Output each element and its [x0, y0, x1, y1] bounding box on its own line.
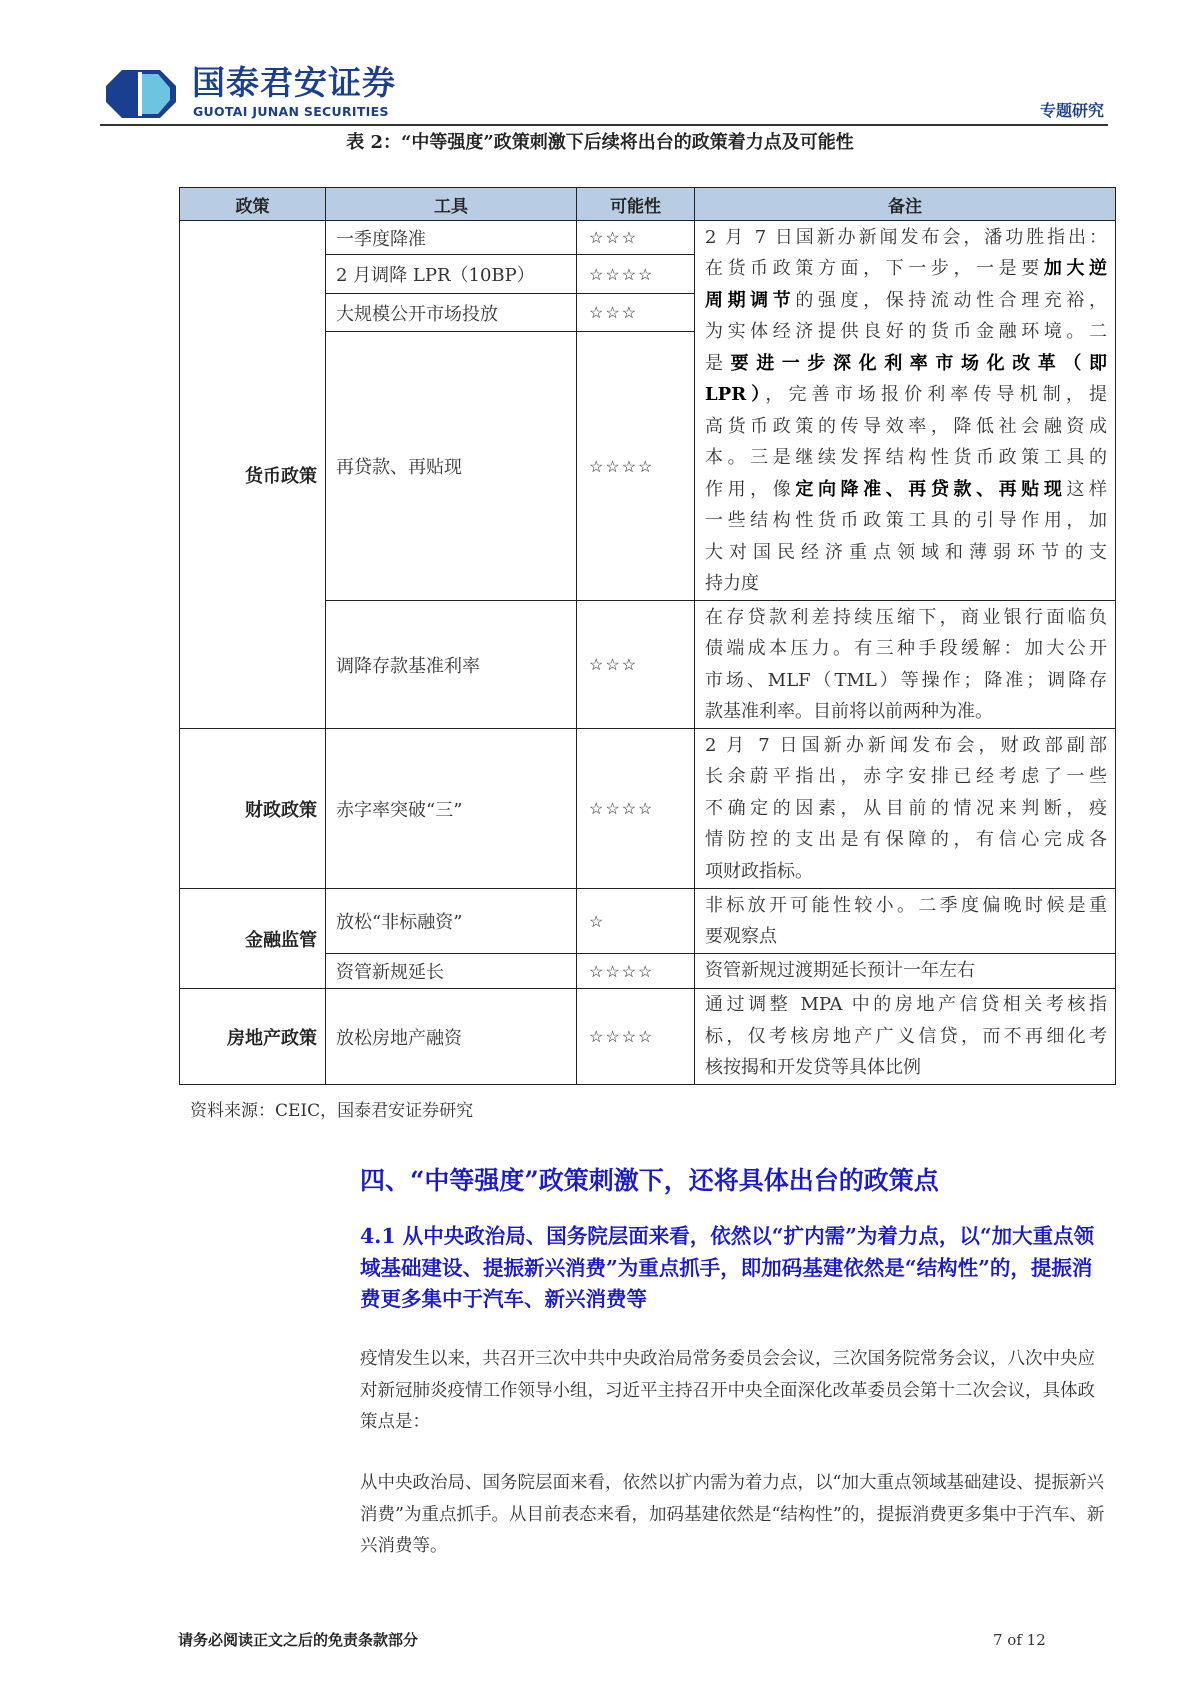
note-line — [705, 921, 1107, 953]
likelihood-stars: ☆☆☆ — [577, 294, 695, 332]
tool-cell: 放松房地产融资 — [326, 989, 577, 1085]
policy-cell: 金融监管 — [180, 889, 326, 989]
body-paragraph: 疫情发生以来，共召开三次中共中央政治局常务委员会会议，三次国务院常务会议，八次中央应对新冠肺炎疫情工作领导小组，习近平主持召开中央全面深化改革委员会第十二次会议，具体政策点是： — [360, 1349, 1095, 1432]
note-line — [705, 730, 1107, 762]
note-text: 2 月 7 日国新办新闻发布会，财政部副部 — [705, 734, 1107, 756]
table-caption: 表 2：“中等强度”政策刺激下后续将出台的政策着力点及可能性 — [346, 132, 854, 153]
policy-cell: 货币政策 — [180, 221, 326, 729]
tool-cell: 再贷款、再贴现 — [326, 332, 577, 601]
note-line — [705, 537, 1107, 569]
policy-cell: 财政政策 — [180, 729, 326, 889]
note-text: 持力度 — [705, 573, 759, 594]
table-source: 资料来源：CEIC，国泰君安证券研究 — [190, 1101, 474, 1121]
note-emphasis: LPR） — [705, 384, 766, 405]
column-header-likelihood: 可能性 — [577, 188, 695, 221]
tool-cell: 放松“非标融资” — [326, 889, 577, 954]
note-line — [705, 989, 1107, 1021]
note-text: 一些结构性货币政策工具的引导作用，加 — [705, 510, 1107, 531]
note-text: 项财政指标。 — [705, 860, 813, 882]
column-header-tool: 工具 — [326, 188, 577, 221]
body-paragraph: 从中央政治局、国务院层面来看，依然以扩内需为着力点，以“加大重点领域基础建设、提振新兴消费”为重点抓手。从目前表态来看，加码基建依然是“结构性”的，提振消费更多集中于汽车、新兴消费等。 — [360, 1473, 1105, 1556]
note-text: 非标放开可能性较小。二季度偏晚时候是重 — [705, 894, 1107, 916]
note-line — [705, 824, 1107, 856]
note-line — [705, 696, 1107, 728]
note-line — [705, 411, 1107, 443]
note-line — [705, 633, 1107, 665]
note-text: 要观察点 — [705, 926, 777, 947]
tool-cell: 资管新规延长 — [326, 954, 577, 989]
likelihood-stars: ☆☆☆☆ — [577, 989, 695, 1085]
note-line — [705, 222, 1107, 254]
note-line — [705, 1052, 1107, 1084]
note-line — [705, 505, 1107, 537]
note-emphasis: 周期调节 — [705, 289, 796, 311]
footer-disclaimer: 请务必阅读正文之后的免责条款部分 — [178, 1631, 419, 1649]
note-text: 在货币政策方面，下一步，一是要 — [705, 258, 1044, 279]
table-header-row — [180, 188, 1116, 221]
report-type-label: 专题研究 — [1039, 101, 1104, 120]
note-text: 这样 — [1066, 478, 1107, 500]
note-cell — [695, 729, 1116, 889]
note-text: 2 月 7 日国新办新闻发布会，潘功胜指出： — [705, 226, 1107, 248]
header-divider — [100, 124, 1108, 126]
note-text: 通过调整 MPA 中的房地产信贷相关考核指 — [705, 994, 1107, 1016]
likelihood-stars: ☆☆☆☆ — [577, 729, 695, 889]
note-text: 是 — [705, 352, 731, 374]
note-line — [705, 568, 1107, 600]
column-header-notes: 备注 — [695, 188, 1116, 221]
page-number: 7 of 12 — [993, 1631, 1046, 1649]
note-line — [705, 253, 1107, 285]
tool-cell: 大规模公开市场投放 — [326, 294, 577, 332]
note-line — [705, 379, 1107, 411]
note-cell — [695, 601, 1116, 729]
note-text: 的强度，保持流动性合理充裕， — [795, 289, 1107, 311]
note-text: 高货币政策的传导效率，降低社会融资成 — [705, 415, 1107, 437]
note-line — [705, 955, 1107, 987]
note-line — [705, 602, 1107, 634]
likelihood-stars: ☆☆☆ — [577, 601, 695, 729]
note-line — [705, 316, 1107, 348]
likelihood-stars: ☆☆☆☆ — [577, 954, 695, 989]
likelihood-stars: ☆☆☆☆ — [577, 332, 695, 601]
likelihood-stars: ☆ — [577, 889, 695, 954]
table-row — [180, 221, 1116, 255]
note-text: 债端成本压力。有三种手段缓解：加大公开 — [705, 638, 1107, 659]
note-text: 作用，像 — [705, 478, 796, 500]
note-emphasis: 加大逆 — [1043, 258, 1107, 279]
note-line — [705, 1021, 1107, 1053]
note-text: 在存贷款利差持续压缩下，商业银行面临负 — [705, 606, 1107, 628]
note-text: 资管新规过渡期延长预计一年左右 — [705, 960, 975, 982]
table-row — [180, 989, 1116, 1085]
subsection-heading: 4.1 从中央政治局、国务院层面来看，依然以“扩内需”为着力点，以“加大重点领域基础建设、提振新兴消费”为重点抓手，即加码基建依然是“结构性”的，提振消费更多集中于汽车、新兴消费等 — [360, 1224, 1095, 1311]
table-row — [180, 889, 1116, 954]
tool-cell: 2 月调降 LPR（10BP） — [326, 255, 577, 294]
likelihood-stars: ☆☆☆ — [577, 221, 695, 255]
note-text: 核按揭和开发贷等具体比例 — [705, 1057, 921, 1079]
note-cell — [695, 889, 1116, 954]
note-text: 为实体经济提供良好的货币金融环境。二 — [705, 321, 1107, 342]
note-line — [705, 761, 1107, 793]
brand-name-cn: 国泰君安证券 — [192, 63, 396, 102]
note-line — [705, 793, 1107, 825]
note-text: 款基准利率。目前将以前两种为准。 — [705, 701, 993, 722]
tool-cell: 一季度降准 — [326, 221, 577, 255]
tool-cell: 调降存款基准利率 — [326, 601, 577, 729]
likelihood-stars: ☆☆☆☆ — [577, 255, 695, 294]
policy-cell: 房地产政策 — [180, 989, 326, 1085]
note-line — [705, 474, 1107, 506]
company-logo — [102, 68, 178, 120]
note-line — [705, 348, 1107, 380]
note-line — [705, 285, 1107, 317]
note-cell — [695, 954, 1116, 989]
policy-table — [179, 187, 1116, 1085]
note-text: ，完善市场报价利率传导机制，提 — [765, 384, 1107, 405]
column-header-policy: 政策 — [180, 188, 326, 221]
brand-name-en: GUOTAI JUNAN SECURITIES — [193, 104, 389, 119]
note-text: 不确定的因素，从目前的情况来判断，疫 — [705, 797, 1107, 819]
table-row — [180, 729, 1116, 889]
note-text: 标，仅考核房地产广义信贷，而不再细化考 — [705, 1025, 1107, 1047]
note-line — [705, 442, 1107, 474]
note-cell — [695, 989, 1116, 1085]
note-emphasis: 要进一步深化利率市场化改革（即 — [730, 352, 1107, 374]
note-text: 本。三是继续发挥结构性货币政策工具的 — [705, 447, 1107, 468]
note-cell — [695, 221, 1116, 601]
note-emphasis: 定向降准、再贷款、再贴现 — [795, 478, 1067, 500]
note-line — [705, 665, 1107, 697]
tool-cell: 赤字率突破“三” — [326, 729, 577, 889]
note-text: 长余蔚平指出，赤字安排已经考虑了一些 — [705, 766, 1107, 788]
note-line — [705, 856, 1107, 888]
note-line — [705, 890, 1107, 922]
note-text: 情防控的支出是有保障的，有信心完成各 — [705, 829, 1107, 851]
section-heading: 四、“中等强度”政策刺激下，还将具体出台的政策点 — [360, 1166, 939, 1195]
note-text: 市场、MLF（TML）等操作；降准；调降存 — [705, 669, 1107, 691]
note-text: 大对国民经济重点领域和薄弱环节的支 — [705, 541, 1107, 563]
